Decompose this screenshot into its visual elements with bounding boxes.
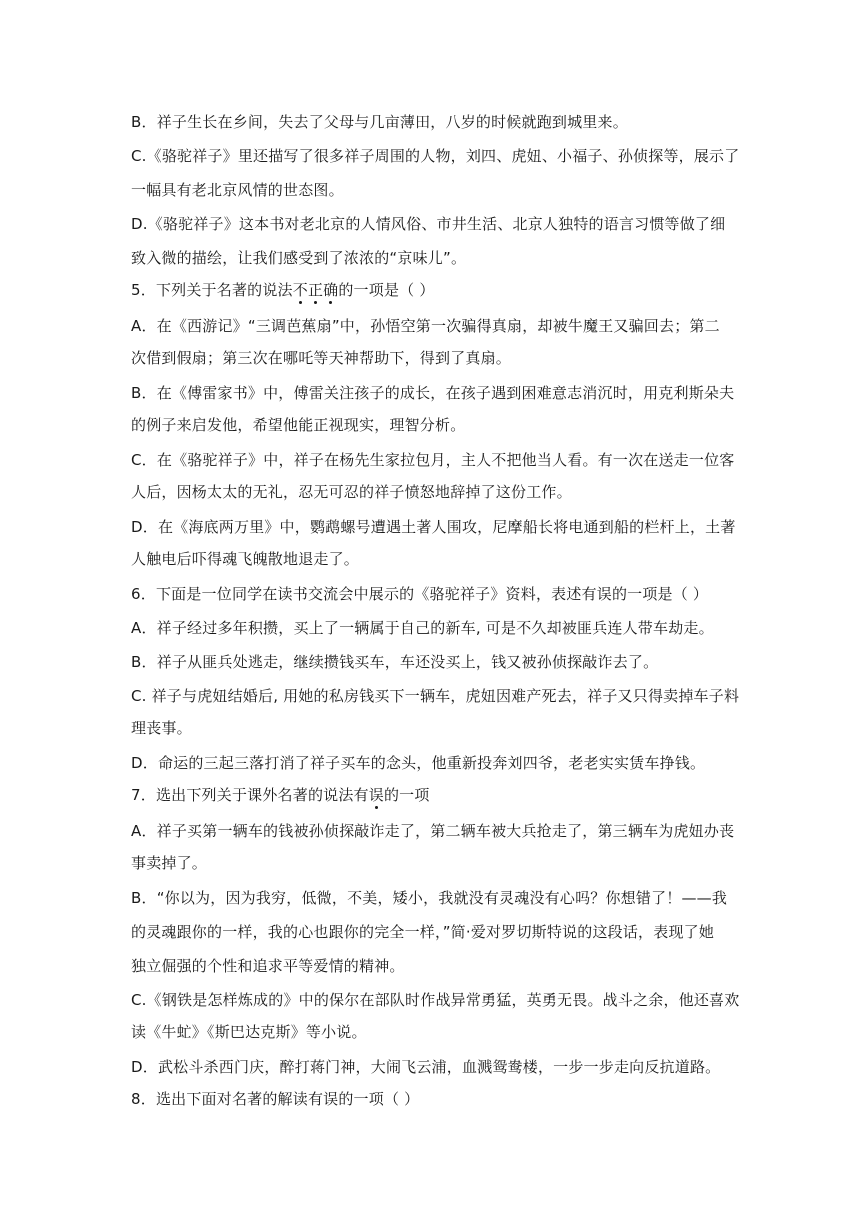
text-line: C.《钢铁是怎样炼成的》中的保尔在部队时作战异常勇猛，英勇无畏。战斗之余，他还喜欢 — [131, 991, 740, 1009]
text-line: 6．下面是一位同学在读书交流会中展示的《骆驼祥子》资料，表述有误的一项是（ ） — [131, 585, 709, 603]
emphasis-char: 确 — [323, 281, 339, 299]
emphasis-char: 不 — [292, 281, 308, 299]
question-text: 的一项 — [383, 786, 430, 804]
text-line: 8．选出下面对名著的解读有误的一项（ ） — [131, 1090, 420, 1108]
text-line: 的灵魂跟你的一样，我的心也跟你的完全一样，”简·爱对罗切斯特说的这段话，表现了她 — [131, 923, 715, 941]
text-line: B．“你以为，因为我穷，低微，不美，矮小，我就没有灵魂没有心吗？你想错了！——我 — [131, 889, 728, 907]
text-line: 理丧事。 — [131, 719, 192, 737]
text-line: C．在《骆驼祥子》中，祥子在杨先生家拉包月，主人不把他当人看。有一次在送走一位客 — [131, 451, 735, 469]
question-text: 的一项是（ ） — [338, 281, 435, 299]
question-text: 7．选出下列关于课外名著的说法有 — [131, 786, 369, 804]
text-line: C. 祥子与虎妞结婚后, 用她的私房钱买下一辆车，虎妞因难产死去，祥子又只得卖掉车子料 — [131, 687, 740, 705]
text-line: 的例子来启发他，希望他能正视现实，理智分析。 — [131, 416, 466, 434]
text-line: 致入微的描绘，让我们感受到了浓浓的“京味儿”。 — [131, 249, 467, 267]
text-line: D．武松斗杀西门庆，醉打蒋门神，大闹飞云浦，血溅鸳鸯楼，一步一步走向反抗道路。 — [131, 1058, 721, 1076]
text-line: D.《骆驼祥子》这本书对老北京的人情风俗、市井生活、北京人独特的语言习惯等做了细 — [131, 215, 726, 233]
emphasis-char: 误 — [368, 786, 384, 804]
question-7 — [131, 785, 751, 805]
text-line: 一幅具有老北京风情的世态图。 — [131, 181, 344, 199]
text-line: D．在《海底两万里》中，鹦鹉螺号遭遇土著人围攻，尼摩船长将电通到船的栏杆上，土著 — [131, 518, 736, 536]
text-line: 人触电后吓得魂飞魄散地退走了。 — [131, 550, 360, 568]
question-text: 5．下列关于名著的说法 — [131, 281, 293, 299]
text-line: C.《骆驼祥子》里还描写了很多祥子周围的人物，刘四、虎妞、小福子、孙侦探等，展示了 — [131, 147, 740, 165]
text-line: 人后，因杨太太的无礼，忍无可忍的祥子愤怒地辞掉了这份工作。 — [131, 483, 572, 501]
text-line: B．在《傅雷家书》中，傅雷关注孩子的成长，在孩子遇到困难意志消沉时，用克利斯朵夫 — [131, 384, 735, 402]
text-line: 独立倔强的个性和追求平等爱情的精神。 — [131, 957, 405, 975]
text-line: B．祥子生长在乡间，失去了父母与几亩薄田，八岁的时候就跑到城里来。 — [131, 113, 628, 131]
text-line: 事卖掉了。 — [131, 854, 208, 872]
text-line: A．在《西游记》“三调芭蕉扇”中，孙悟空第一次骗得真扇，却被牛魔王又骗回去；第二 — [131, 317, 720, 335]
question-5 — [131, 280, 751, 300]
text-line: 次借到假扇；第三次在哪吒等天神帮助下，得到了真扇。 — [131, 349, 512, 367]
text-line: A．祥子经过多年积攒，买上了一辆属于自己的新车, 可是不久却被匪兵连人带车劫走。 — [131, 619, 714, 637]
text-line: D．命运的三起三落打消了祥子买车的念头，他重新投奔刘四爷，老老实实赁车挣钱。 — [131, 754, 706, 772]
text-line: 读《牛虻》《斯巴达克斯》等小说。 — [131, 1023, 367, 1041]
text-line: B．祥子从匪兵处逃走，继续攒钱买车，车还没买上，钱又被孙侦探敲诈去了。 — [131, 653, 659, 671]
text-line: A．祥子买第一辆车的钱被孙侦探敲诈走了，第二辆车被大兵抢走了，第三辆车为虎妞办丧 — [131, 822, 735, 840]
emphasis-char: 正 — [307, 281, 324, 299]
